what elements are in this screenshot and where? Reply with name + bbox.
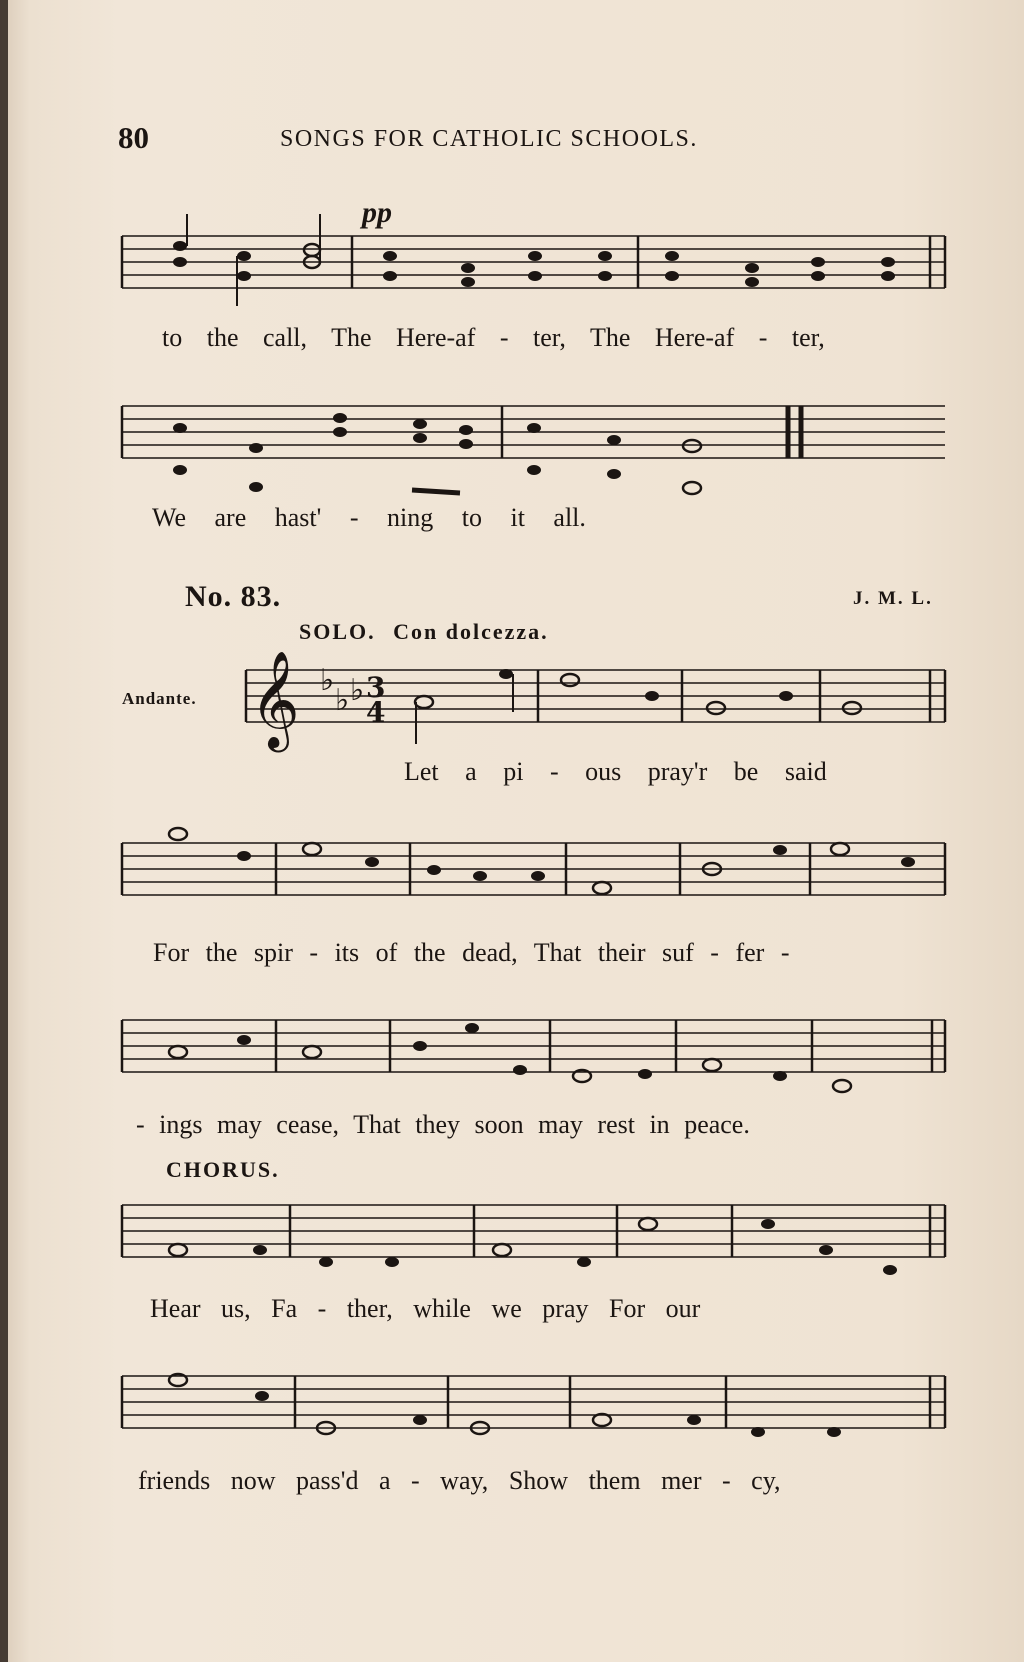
syllable: fer [735, 938, 765, 967]
tempo-marking: Andante. [122, 689, 197, 708]
syllable: hast' [274, 503, 322, 532]
running-head: SONGS FOR CATHOLIC SCHOOLS. [280, 126, 698, 152]
syllable: For [609, 1294, 646, 1323]
syllable: the [205, 938, 238, 967]
syllable: their [597, 938, 646, 967]
syllable: peace. [684, 1110, 750, 1139]
syllable: - [721, 1466, 731, 1495]
syllable: Fa [271, 1294, 298, 1323]
syllable: may [538, 1110, 583, 1139]
staff-7 [122, 1376, 945, 1428]
syllable: ther, [346, 1294, 393, 1323]
syllable: dead, [462, 938, 518, 967]
svg-text:♭: ♭ [320, 663, 335, 698]
chorus-heading: CHORUS. [166, 1157, 280, 1182]
syllable: That [533, 938, 582, 967]
syllable: its [334, 938, 360, 967]
syllable: - [136, 1110, 145, 1139]
syllable: ter, [791, 323, 825, 352]
syllable: a [465, 757, 477, 786]
syllable: it [510, 503, 525, 532]
syllable: - [499, 323, 509, 352]
syllable: pray'r [647, 757, 708, 786]
svg-text:3: 3 [366, 671, 386, 704]
syllable: ous [585, 757, 622, 786]
syllable: - [549, 757, 559, 786]
svg-text:𝄞: 𝄞 [250, 650, 300, 748]
syllable: us, [221, 1294, 251, 1323]
syllable: The [331, 323, 372, 352]
syllable: Here-af [395, 323, 476, 352]
syllable: soon [474, 1110, 524, 1139]
syllable: call, [263, 323, 308, 352]
syllable: ning [387, 503, 434, 532]
syllable: suf [662, 938, 694, 967]
syllable: them [588, 1466, 641, 1495]
syllable: cy, [751, 1466, 781, 1495]
syllable: Show [508, 1466, 569, 1495]
dynamic-marking: pp [362, 196, 392, 229]
syllable: Here-af [654, 323, 735, 352]
svg-text:4: 4 [366, 696, 386, 729]
syllable: ter, [533, 323, 566, 352]
syllable: - [780, 938, 790, 967]
syllable: may [217, 1110, 262, 1139]
syllable: our [665, 1294, 701, 1323]
svg-text:♭: ♭ [350, 673, 365, 708]
syllable: be [733, 757, 759, 786]
syllable: mer [661, 1466, 702, 1495]
syllable: Let [404, 757, 439, 786]
syllable: we [491, 1294, 522, 1323]
syllable: - [317, 1294, 327, 1323]
syllable: - [309, 938, 319, 967]
syllable: way, [440, 1466, 489, 1495]
syllable: pray [542, 1294, 589, 1323]
song-number: No. 83. [185, 580, 282, 613]
syllable: - [758, 323, 768, 352]
syllable: said [784, 757, 827, 786]
syllable: to [162, 323, 183, 352]
syllable: while [413, 1294, 471, 1323]
syllable: That [353, 1110, 401, 1139]
syllable: cease, [276, 1110, 340, 1139]
syllable: pass'd [295, 1466, 359, 1495]
syllable: all. [553, 503, 586, 532]
syllable: they [415, 1110, 461, 1139]
syllable: friends [138, 1466, 211, 1495]
syllable: a [378, 1466, 391, 1495]
syllable: The [589, 323, 631, 352]
syllable: the [413, 938, 446, 967]
syllable: spir [253, 938, 293, 967]
syllable: Hear [150, 1294, 201, 1323]
expression-marking: Con dolcezza. [393, 619, 549, 644]
svg-text:♭: ♭ [335, 683, 350, 718]
syllable: of [375, 938, 398, 967]
page-number: 80 [118, 120, 149, 155]
syllable: are [214, 503, 247, 532]
composer-initials: J. M. L. [853, 588, 933, 609]
syllable: - [710, 938, 719, 967]
syllable: in [649, 1110, 670, 1139]
syllable: ings [159, 1110, 203, 1139]
lyric-line-5 [138, 1466, 781, 1496]
syllable: the [206, 323, 239, 352]
syllable: pi [503, 757, 524, 786]
solo-label: SOLO. [299, 619, 376, 644]
syllable: We [152, 503, 186, 532]
syllable: - [411, 1466, 420, 1495]
syllable: to [461, 503, 482, 532]
syllable: - [349, 503, 359, 532]
syllable: now [230, 1466, 276, 1495]
syllable: rest [597, 1110, 635, 1139]
syllable: For [153, 938, 190, 967]
